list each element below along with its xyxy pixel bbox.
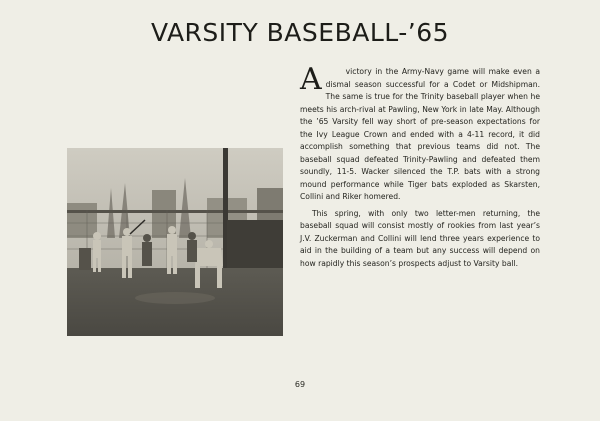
article-second-line: even a dismal season successful for a Codet	[325, 67, 540, 89]
article-opening-line: victory in the Army-Navy game will make	[345, 67, 510, 76]
article-body-text: or Midshipman. The same is true for the Trinity baseball player when he meets his arch-rival at Pawling, New York in late May. Although the ’65 Varsity fell way short of pre-season expectations for the Ivy League Crown and ended with a 4-11 record, it did accomplish something that previous teams did not. The baseball squad defeated Trinity-Pawling and defeated them soundly, 11-5. Wacker silenced the T.P. bats with a strong mound performance while Tiger bats exploded as Skarsten, Collini and Riker homered.	[300, 79, 540, 201]
drop-cap-letter: A	[300, 62, 322, 97]
article-paragraph-2: This spring, with only two letter-men returning, the baseball squad will consist mostly of rookies from last year’s J.V. Zuckerman and Collini will lend three years experience to aid in the building of a team but any success will depend on how rapidly this season’s prospects adjust to Varsity ball.	[300, 208, 540, 268]
page-title: VARSITY BASEBALL-’65	[150, 18, 450, 47]
article-paragraph-1	[300, 62, 540, 204]
baseball-practice-photo	[67, 148, 283, 336]
article-text	[300, 62, 540, 270]
page-number: 69	[294, 380, 306, 389]
